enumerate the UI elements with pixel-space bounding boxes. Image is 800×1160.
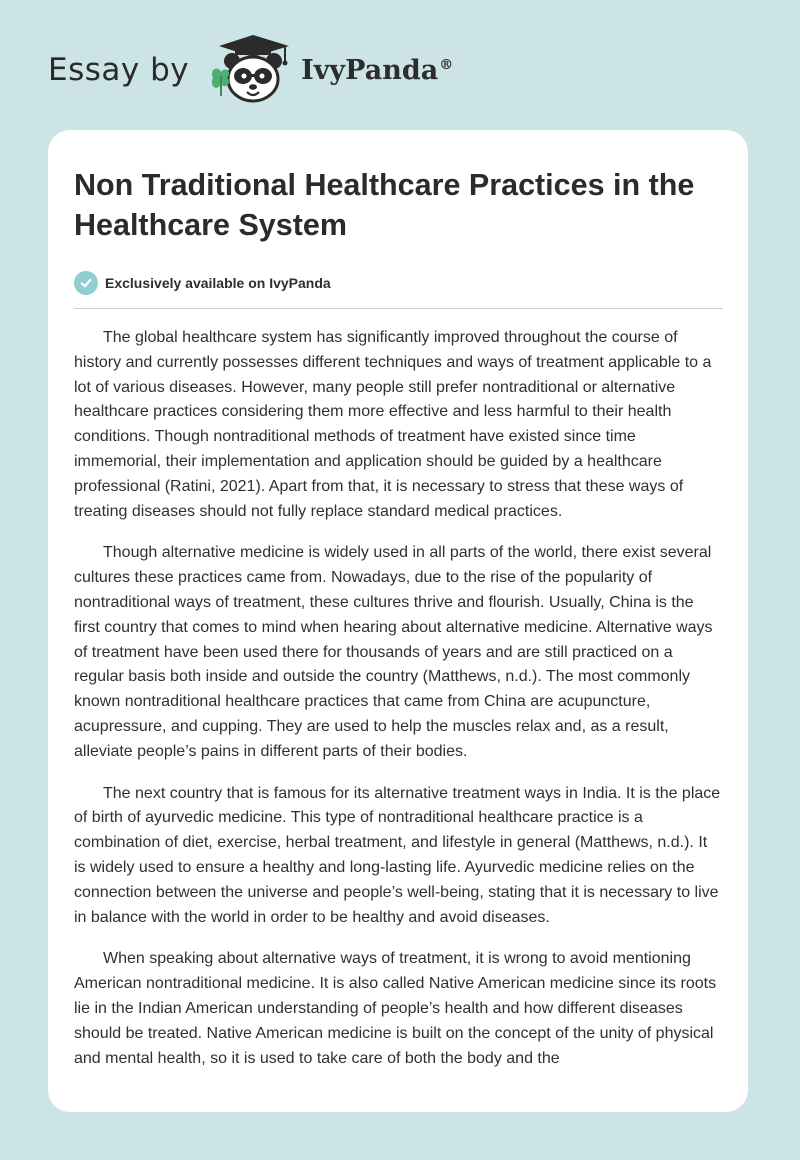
exclusive-badge (74, 269, 723, 297)
title-divider (74, 308, 723, 309)
ivypanda-brand-name (301, 55, 453, 86)
registered-mark: ® (439, 56, 454, 73)
brand-name-text: IvyPanda (301, 54, 439, 86)
site-header (48, 30, 453, 110)
paragraph: Though alternative medicine is widely used in all parts of the world, there exist several cultures these practices came from. Nowadays, due to the rise of the popularity of nontraditional ways of treatment, these cultures thrive and flourish. Usually, China is the first country that comes to mind when hearing about alternative medicine. Alternative ways of treatment have been used there for thousands of years and are still practiced on a regular basis both inside and outside the country (Matthews, n.d.). The most commonly known nontraditional healthcare practices that came from China are acupuncture, acupressure, and cupping. They are used to help the muscles relax and, as a result, alleviate people’s pains in different parts of their bodies. (74, 544, 713, 760)
paragraph: The next country that is famous for its alternative treatment ways in India. It is the place of birth of ayurvedic medicine. This type of nontraditional healthcare practice is a combination of diet, exercise, herbal treatment, and lifestyle in general (Matthews, n.d.). It is widely used to ensure a healthy and long-lasting life. Ayurvedic medicine relies on the connection between the universe and people’s well-being, stating that it is necessary to live in balance with the world in order to be healthy and avoid diseases. (74, 784, 721, 926)
essay-card (48, 130, 748, 1112)
exclusive-badge-text: Exclusively available on IvyPanda (105, 275, 331, 291)
essay-content (74, 130, 723, 1088)
essay-by-label: Essay by (48, 52, 190, 88)
essay-body (74, 326, 723, 1071)
paragraph: The global healthcare system has significantly improved throughout the course of history and currently possesses different techniques and ways of treatment applicable to a lot of various diseases. However, many people still prefer nontraditional or alternative healthcare practices considering them more effective and less harmful to their health conditions. Though nontraditional methods of treatment have existed since time immemorial, their implementation and application should be guided by a healthcare professional (Ratini, 2021). Apart from that, it is necessary to stress that these ways of treating diseases should not fully replace standard medical practices. (74, 329, 712, 520)
essay-title: Non Traditional Healthcare Practices in the Healthcare System (74, 168, 695, 242)
panda-mascot-logo (207, 32, 297, 108)
paragraph: When speaking about alternative ways of treatment, it is wrong to avoid mentioning American nontraditional medicine. It is also called Native American medicine since its roots lie in the Indian American understanding of people’s health and how different diseases should be treated. Native American medicine is built on the concept of the unity of physical and mental health, so it is used to take care of both the body and the (74, 950, 717, 1067)
checkmark-icon (74, 271, 98, 295)
